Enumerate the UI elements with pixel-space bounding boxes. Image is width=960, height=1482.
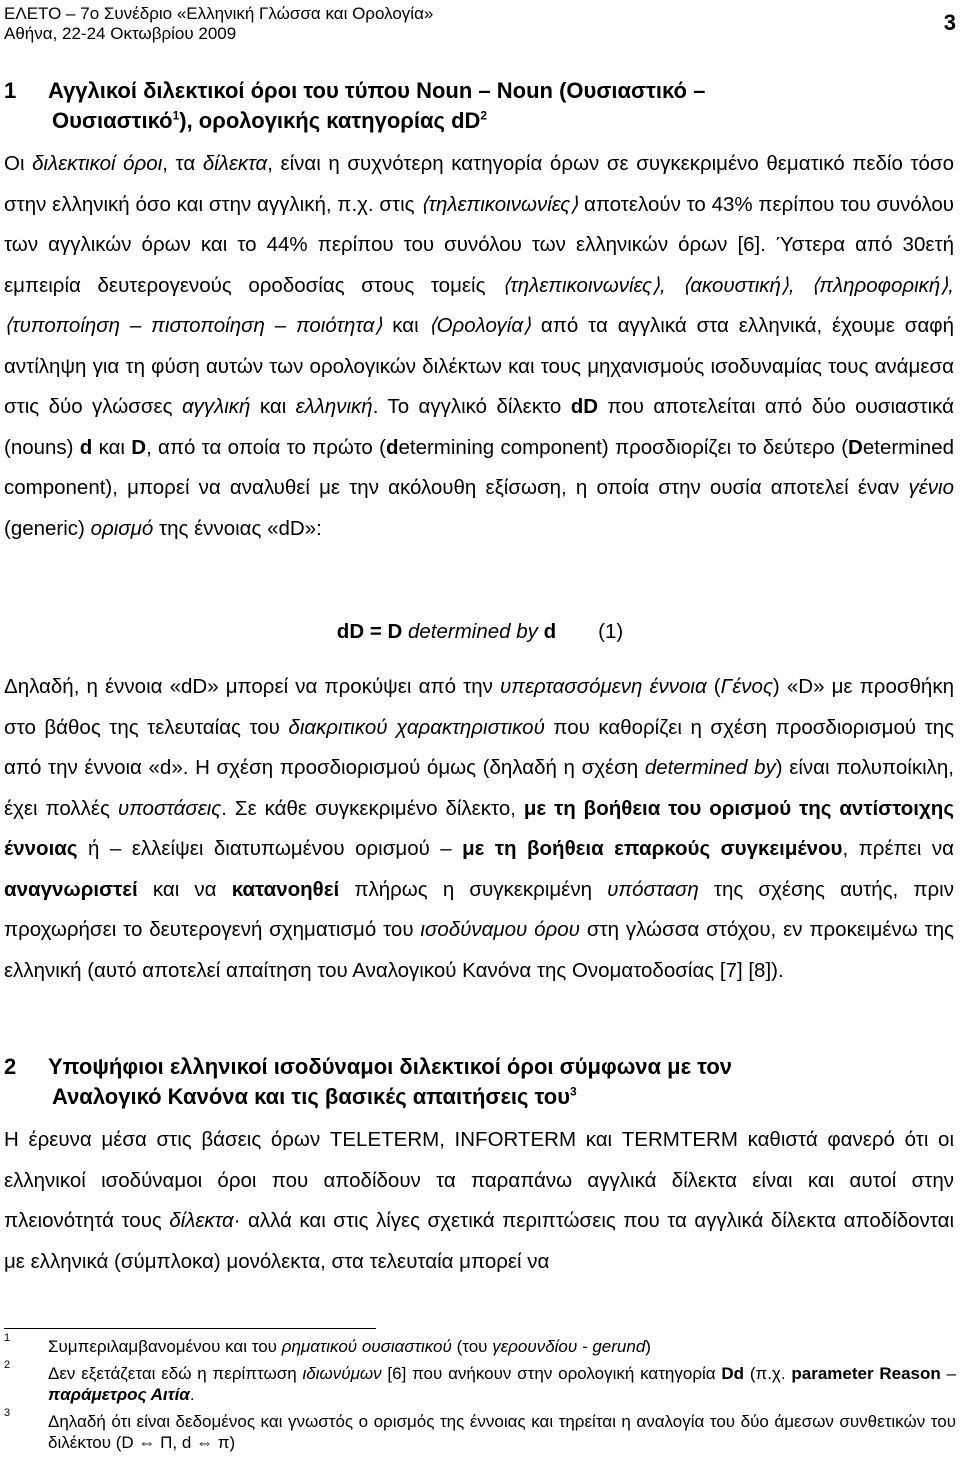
text-run: και xyxy=(382,314,429,337)
text-run-bold: parameter Reason xyxy=(791,1364,941,1383)
text-run: στη γλώσσα στόχου, εν προκειμένω της ελληνική (αυτό αποτελεί απαίτηση του Αναλογικού Κανόνα της Ονοματοδοσίας [7] [8]). xyxy=(4,918,954,982)
text-run: ) είναι πολυποίκιλη, έχει πολλές xyxy=(4,756,954,820)
text-run-italic: determined by xyxy=(644,756,776,779)
text-run-bold: Dd xyxy=(721,1364,745,1383)
text-run-italic: διακριτικού χαρακτηριστικού xyxy=(288,715,545,739)
text-run-bold-italic: παράμετρος Αιτία xyxy=(48,1385,190,1404)
text-run-bold: D xyxy=(848,435,863,459)
text-run: ( xyxy=(706,675,721,698)
text-run: (του xyxy=(451,1337,493,1356)
footnote-3 xyxy=(4,1407,956,1453)
section-1-title-part: Ουσιαστικό xyxy=(52,108,173,133)
page-number: 3 xyxy=(943,10,956,35)
section-2-heading xyxy=(4,1052,732,1112)
text-run: ) xyxy=(645,1337,651,1356)
equation-lhs: dD = D xyxy=(336,620,403,643)
header-date-line: Αθήνα, 22-24 Οκτωβρίου 2009 xyxy=(4,24,237,43)
footnote-mark: 3 xyxy=(4,1407,11,1419)
footnotes xyxy=(4,1332,956,1459)
text-run-italic: Γένος xyxy=(720,675,773,698)
running-header xyxy=(4,4,433,44)
section-2-title-line2 xyxy=(4,1082,732,1112)
text-run-italic: ⟨τηλεπικοινωνίες⟩, ⟨ακουστική⟩, ⟨πληροφορική⟩, ⟨τυποποίηση – πιστοποίηση – ποιότητα⟩ xyxy=(4,273,954,337)
text-run: , είναι η συχνότερη κατηγορία όρων σε συγκεκριμένο θεματικό πεδίο τόσο στην ελληνική όσο και στην αγγλική, π.χ. στις xyxy=(4,152,955,216)
section-1-title-part: ), ορολογικής κατηγορίας dD xyxy=(179,108,481,133)
footnote-separator xyxy=(4,1328,376,1329)
text-run-italic: γερουνδίου - gerund xyxy=(492,1337,646,1356)
text-run: που αποτελείται από δύο ουσιαστικά (nouns) xyxy=(4,395,955,459)
text-run-italic: ελληνική xyxy=(295,395,373,418)
text-run: – xyxy=(940,1364,956,1383)
text-run-italic: ⟨τηλεπικοινωνίες⟩ xyxy=(420,192,579,216)
text-run-italic: δίλεκτα xyxy=(202,152,268,175)
section-2-number: 2 xyxy=(4,1054,17,1079)
text-run-italic: υποστάσεις xyxy=(117,796,222,820)
section-2-title-part: Αναλογικό Κανόνα και τις βασικές απαιτήσεις του xyxy=(52,1084,571,1109)
text-run-bold: κατανοηθεί xyxy=(231,877,340,901)
text-run: . xyxy=(189,1385,195,1404)
text-run: αποτελούν το 43% περίπου του συνόλου των αγγλικών όρων και το 44% περίπου του συνόλου των ελληνικών όρων [6]. Ύστερα από 30ετή εμπειρία δευτερογενούς οροδοσίας στους τομείς xyxy=(4,192,954,297)
section-1-title-line2 xyxy=(4,106,705,136)
text-run: · αλλά και στις λίγες σχετικά περιπτώσεις που τα αγγλικά δίλεκτα αποδίδονται με ελληνικά (σύμπλοκα) μονόλεκτα, στα τελευταία μπορεί να xyxy=(4,1209,955,1273)
text-run: πλήρως η συγκεκριμένη xyxy=(339,877,608,901)
text-run: , πρέπει να xyxy=(842,837,954,860)
text-run: και xyxy=(92,435,132,459)
text-run: και να xyxy=(137,877,232,901)
text-run-italic: διλεκτικοί όροι xyxy=(32,152,163,175)
text-run-bold: με τη βοήθεια του ορισμού της αντίστοιχης έννοιας xyxy=(4,796,954,860)
text-run-italic: υπόσταση xyxy=(607,877,699,901)
text-run-italic: ιδιωνύμων xyxy=(302,1364,382,1383)
equation-rhs: d xyxy=(543,620,557,643)
text-run-bold: d xyxy=(385,435,399,459)
text-run: Η έρευνα μέσα στις βάσεις όρων TELETERM, INFORTERM και TERMTERM καθιστά φανερό ότι οι ελληνικοί ισοδύναμοι όροι που αποδίδουν τα παραπάνω αγγλικά δίλεκτα είναι και αυτοί στην πλειονότητά τους xyxy=(4,1128,954,1232)
footnote-mark: 2 xyxy=(4,1359,11,1371)
equation-1 xyxy=(0,620,960,644)
footnote-ref-2: 2 xyxy=(480,108,488,123)
text-run: . Σε κάθε συγκεκριμένο δίλεκτο, xyxy=(221,796,524,820)
text-run-italic: ισοδύναμου όρου xyxy=(420,918,580,941)
text-run: της έννοιας «dD»: xyxy=(153,516,322,540)
text-run: (π.χ. xyxy=(744,1364,792,1383)
header-conference-line: ΕΛΕΤΟ – 7ο Συνέδριο «Ελληνική Γλώσσα και Ορολογία» xyxy=(4,4,434,23)
text-run: , τα xyxy=(162,152,203,175)
footnote-mark: 1 xyxy=(4,1332,11,1344)
text-run-bold: με τη βοήθεια επαρκούς συγκειμένου xyxy=(462,837,843,860)
text-run: . Το αγγλικό δίλεκτο xyxy=(372,395,571,418)
text-run: από τα αγγλικά στα ελληνικά, έχουμε σαφή αντίληψη για τη φύση αυτών των ορολογικών διλέκτων και τους μηχανισμούς ισοδυναμίας τους ανάμεσα στις δύο γλώσσες xyxy=(4,314,954,418)
paragraph-1 xyxy=(4,144,954,549)
text-run: και xyxy=(250,395,296,418)
text-run: [6] που ανήκουν στην ορολογική κατηγορία xyxy=(381,1364,722,1383)
text-run: ) «D» με προσθήκη στο βάθος της τελευταίας του xyxy=(4,675,954,739)
text-run: της σχέσης αυτής, πριν προχωρήσει το δευτερογενή σχηματισμό του xyxy=(4,877,954,941)
text-run-italic: αγγλική xyxy=(181,395,251,418)
equation-number: (1) xyxy=(598,620,624,643)
footnote-ref-3: 3 xyxy=(570,1084,577,1099)
text-run: Συμπεριλαμβανομένου και του xyxy=(48,1337,282,1356)
section-1-number: 1 xyxy=(4,78,17,103)
section-1-heading xyxy=(4,76,705,136)
text-run-bold: D xyxy=(131,435,147,459)
footnote-ref-1: 1 xyxy=(172,108,180,123)
text-run-bold: d xyxy=(79,435,93,459)
text-run: Οι xyxy=(4,152,33,175)
text-run: ή – ελλείψει διατυπωμένου ορισμού – xyxy=(77,837,463,860)
equation-relation: determined by xyxy=(402,620,544,643)
text-run-italic: δίλεκτα xyxy=(169,1209,234,1232)
text-run: (generic) xyxy=(4,516,91,540)
text-run: , από τα οποία το πρώτο ( xyxy=(146,435,386,459)
text-run: Δηλαδή, η έννοια «dD» μπορεί να προκύψει από την xyxy=(4,675,500,698)
paragraph-3 xyxy=(4,1120,954,1282)
text-run-italic: ⟨Ορολογία⟩ xyxy=(428,314,532,337)
paragraph-2 xyxy=(4,667,954,991)
footnote-2 xyxy=(4,1359,956,1405)
section-1-title-line1: Αγγλικοί διλεκτικοί όροι του τύπου Noun – Noun (Ουσιαστικό – xyxy=(48,78,706,103)
text-run-italic: γένιο xyxy=(908,476,954,499)
text-run: etermining component) προσδιορίζει το δεύτερο ( xyxy=(398,435,849,459)
section-2-title-line1: Υποψήφιοι ελληνικοί ισοδύναμοι διλεκτικοί όροι σύμφωνα με τον xyxy=(48,1054,733,1079)
text-run: Δεν εξετάζεται εδώ η περίπτωση xyxy=(48,1364,303,1383)
text-run: που καθορίζει η σχέση προσδιορισμού της από την έννοια «d». Η σχέση προσδιορισμού όμως (δηλαδή η σχέση xyxy=(4,715,954,779)
text-run-italic: υπερτασσόμενη έννοια xyxy=(499,675,707,698)
footnote-1 xyxy=(4,1332,956,1357)
text-run-bold: dD xyxy=(570,395,599,418)
text-run-italic: ρηματικού ουσιαστικού xyxy=(281,1337,452,1356)
text-run-italic: ορισμό xyxy=(90,516,154,540)
text-run: Δηλαδή ότι είναι δεδομένος και γνωστός ο ορισμός της έννοιας και τηρείται η αναλογία του δύο άμεσων συνθετικών του διλέκτου (D ⇔ Π, d ⇔ π) xyxy=(48,1412,956,1452)
text-run-bold: αναγνωριστεί xyxy=(4,877,138,901)
text-run: etermined component), μπορεί να αναλυθεί με την ακόλουθη εξίσωση, η οποία στην ουσία αποτελεί έναν xyxy=(4,435,955,499)
